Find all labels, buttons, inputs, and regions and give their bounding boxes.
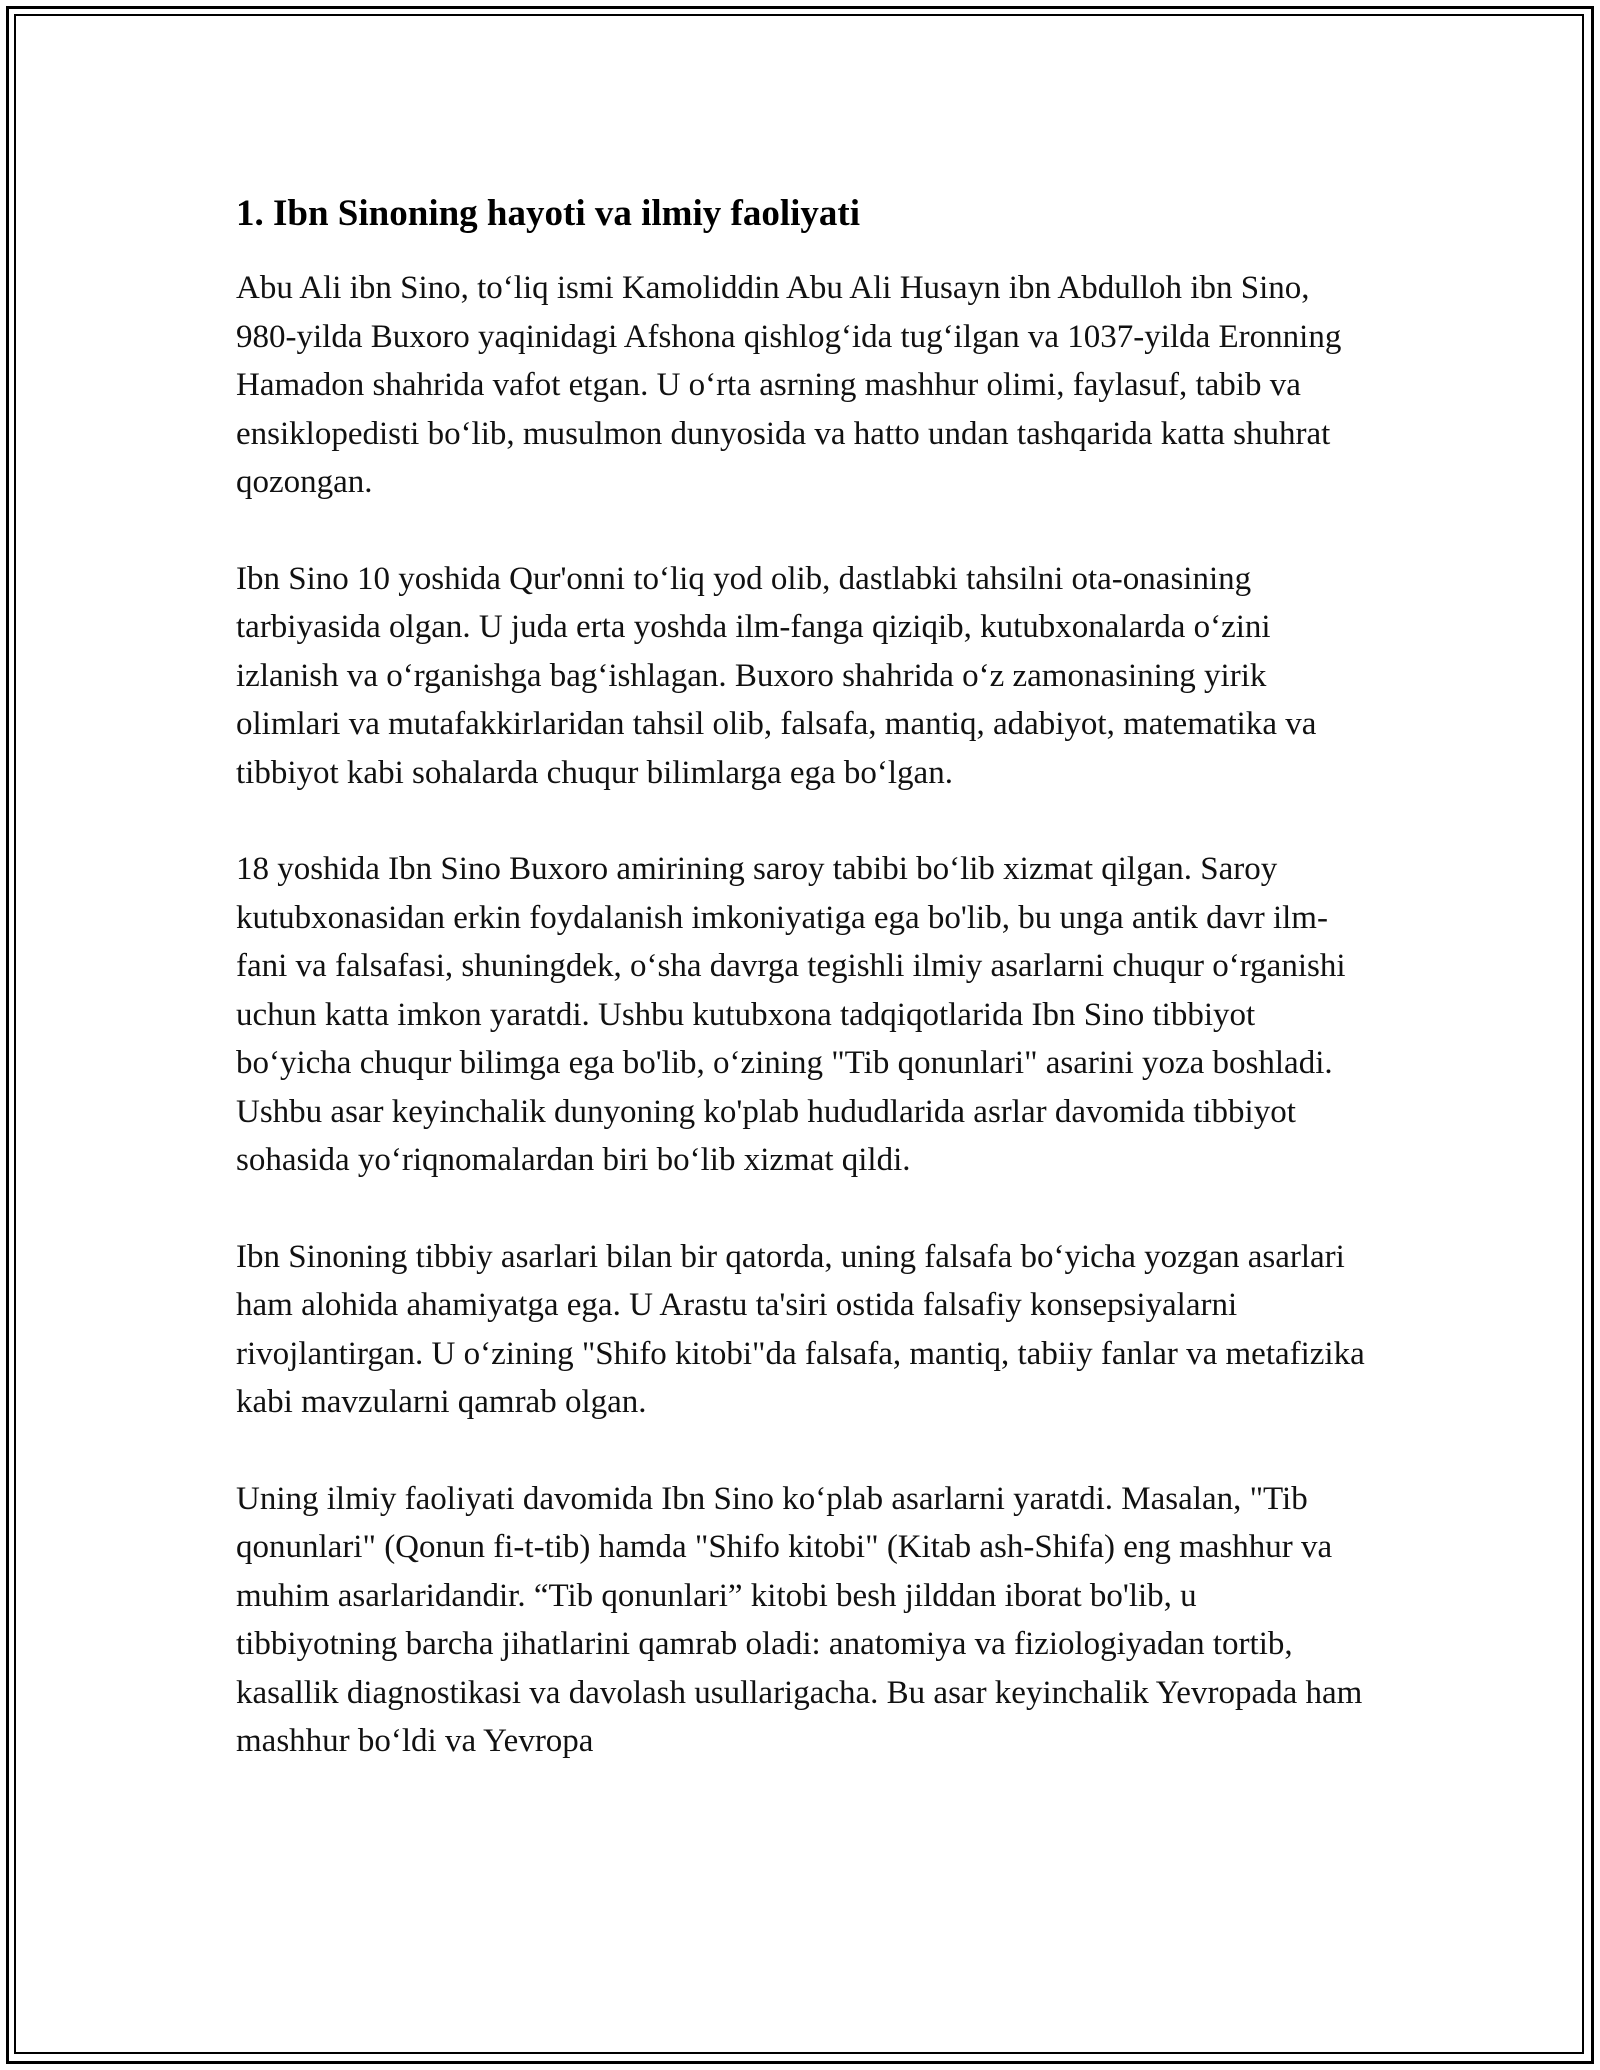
paragraph-philosophy-works: Ibn Sinoning tibbiy asarlari bilan bir qatorda, uning falsafa bo‘yicha yozgan asarlari ham alohida ahamiyatga ega. U Arastu ta'siri ostida falsafiy konsepsiyalarni rivojlantirgan. U o‘zining "Shifo kitobi"da falsafa, mantiq, tabiiy fanlar va metafizika kabi mavzularni qamrab olgan. bbox=[236, 1238, 1365, 1420]
paragraph-major-works: Uning ilmiy faoliyati davomida Ibn Sino ko‘plab asarlarni yaratdi. Masalan, "Tib qonunlari" (Qonun fi-t-tib) hamda "Shifo kitobi" (Kitab ash-Shifa) eng mashhur va muhim asarlaridandir. “Tib qonunlari” kitobi besh jilddan iborat bo'lib, u tibbiyotning barcha jihatlarini qamrab oladi: anatomiya va fiziologiyadan tortib, kasallik diagnostikasi va davolash usullarigacha. Bu asar keyinchalik Yevropada ham mashhur bo‘ldi va Yevropa bbox=[236, 1480, 1363, 1759]
paragraph-early-education: Ibn Sino 10 yoshida Qur'onni to‘liq yod olib, dastlabki tahsilni ota-onasining tarbiyasida olgan. U juda erta yoshda ilm-fanga qiziqib, kutubxonalarda o‘zini izlanish va o‘rganishga bag‘ishlagan. Buxoro shahrida o‘z zamonasining yirik olimlari va mutafakkirlaridan tahsil olib, falsafa, mantiq, adabiyot, matematika va tibbiyot kabi sohalarda chuqur bilimlarga ega bo‘lgan. bbox=[236, 560, 1317, 791]
paragraph-court-physician: 18 yoshida Ibn Sino Buxoro amirining saroy tabibi bo‘lib xizmat qilgan. Saroy kutubxonasidan erkin foydalanish imkoniyatiga ega bo'lib, bu unga antik davr ilm-fani va falsafasi, shuningdek, o‘sha davrga tegishli ilmiy asarlarni chuqur o‘rganishi uchun katta imkon yaratdi. Ushbu kutubxona tadqiqotlarida Ibn Sino tibbiyot bo‘yicha chuqur bilimga ega bo'lib, o‘zining "Tib qonunlari" asarini yoza boshladi. Ushbu asar keyinchalik dunyoning ko'plab hududlarida asrlar davomida tibbiyot sohasida yo‘riqnomalardan biri bo‘lib xizmat qildi. bbox=[236, 851, 1346, 1178]
document-body bbox=[236, 186, 1366, 1814]
paragraph-life-overview: Abu Ali ibn Sino, to‘liq ismi Kamoliddin Abu Ali Husayn ibn Abdulloh ibn Sino, 980-yilda Buxoro yaqinidagi Afshona qishlog‘ida tug‘ilgan va 1037-yilda Eronning Hamadon shahrida vafot etgan. U o‘rta asrning mashhur olimi, faylasuf, tabib va ensiklopedisti bo‘lib, musulmon dunyosida va hatto undan tashqarida katta shuhrat qozongan. bbox=[236, 270, 1342, 500]
section-heading: 1. Ibn Sinoning hayoti va ilmiy faoliyati bbox=[236, 193, 860, 234]
